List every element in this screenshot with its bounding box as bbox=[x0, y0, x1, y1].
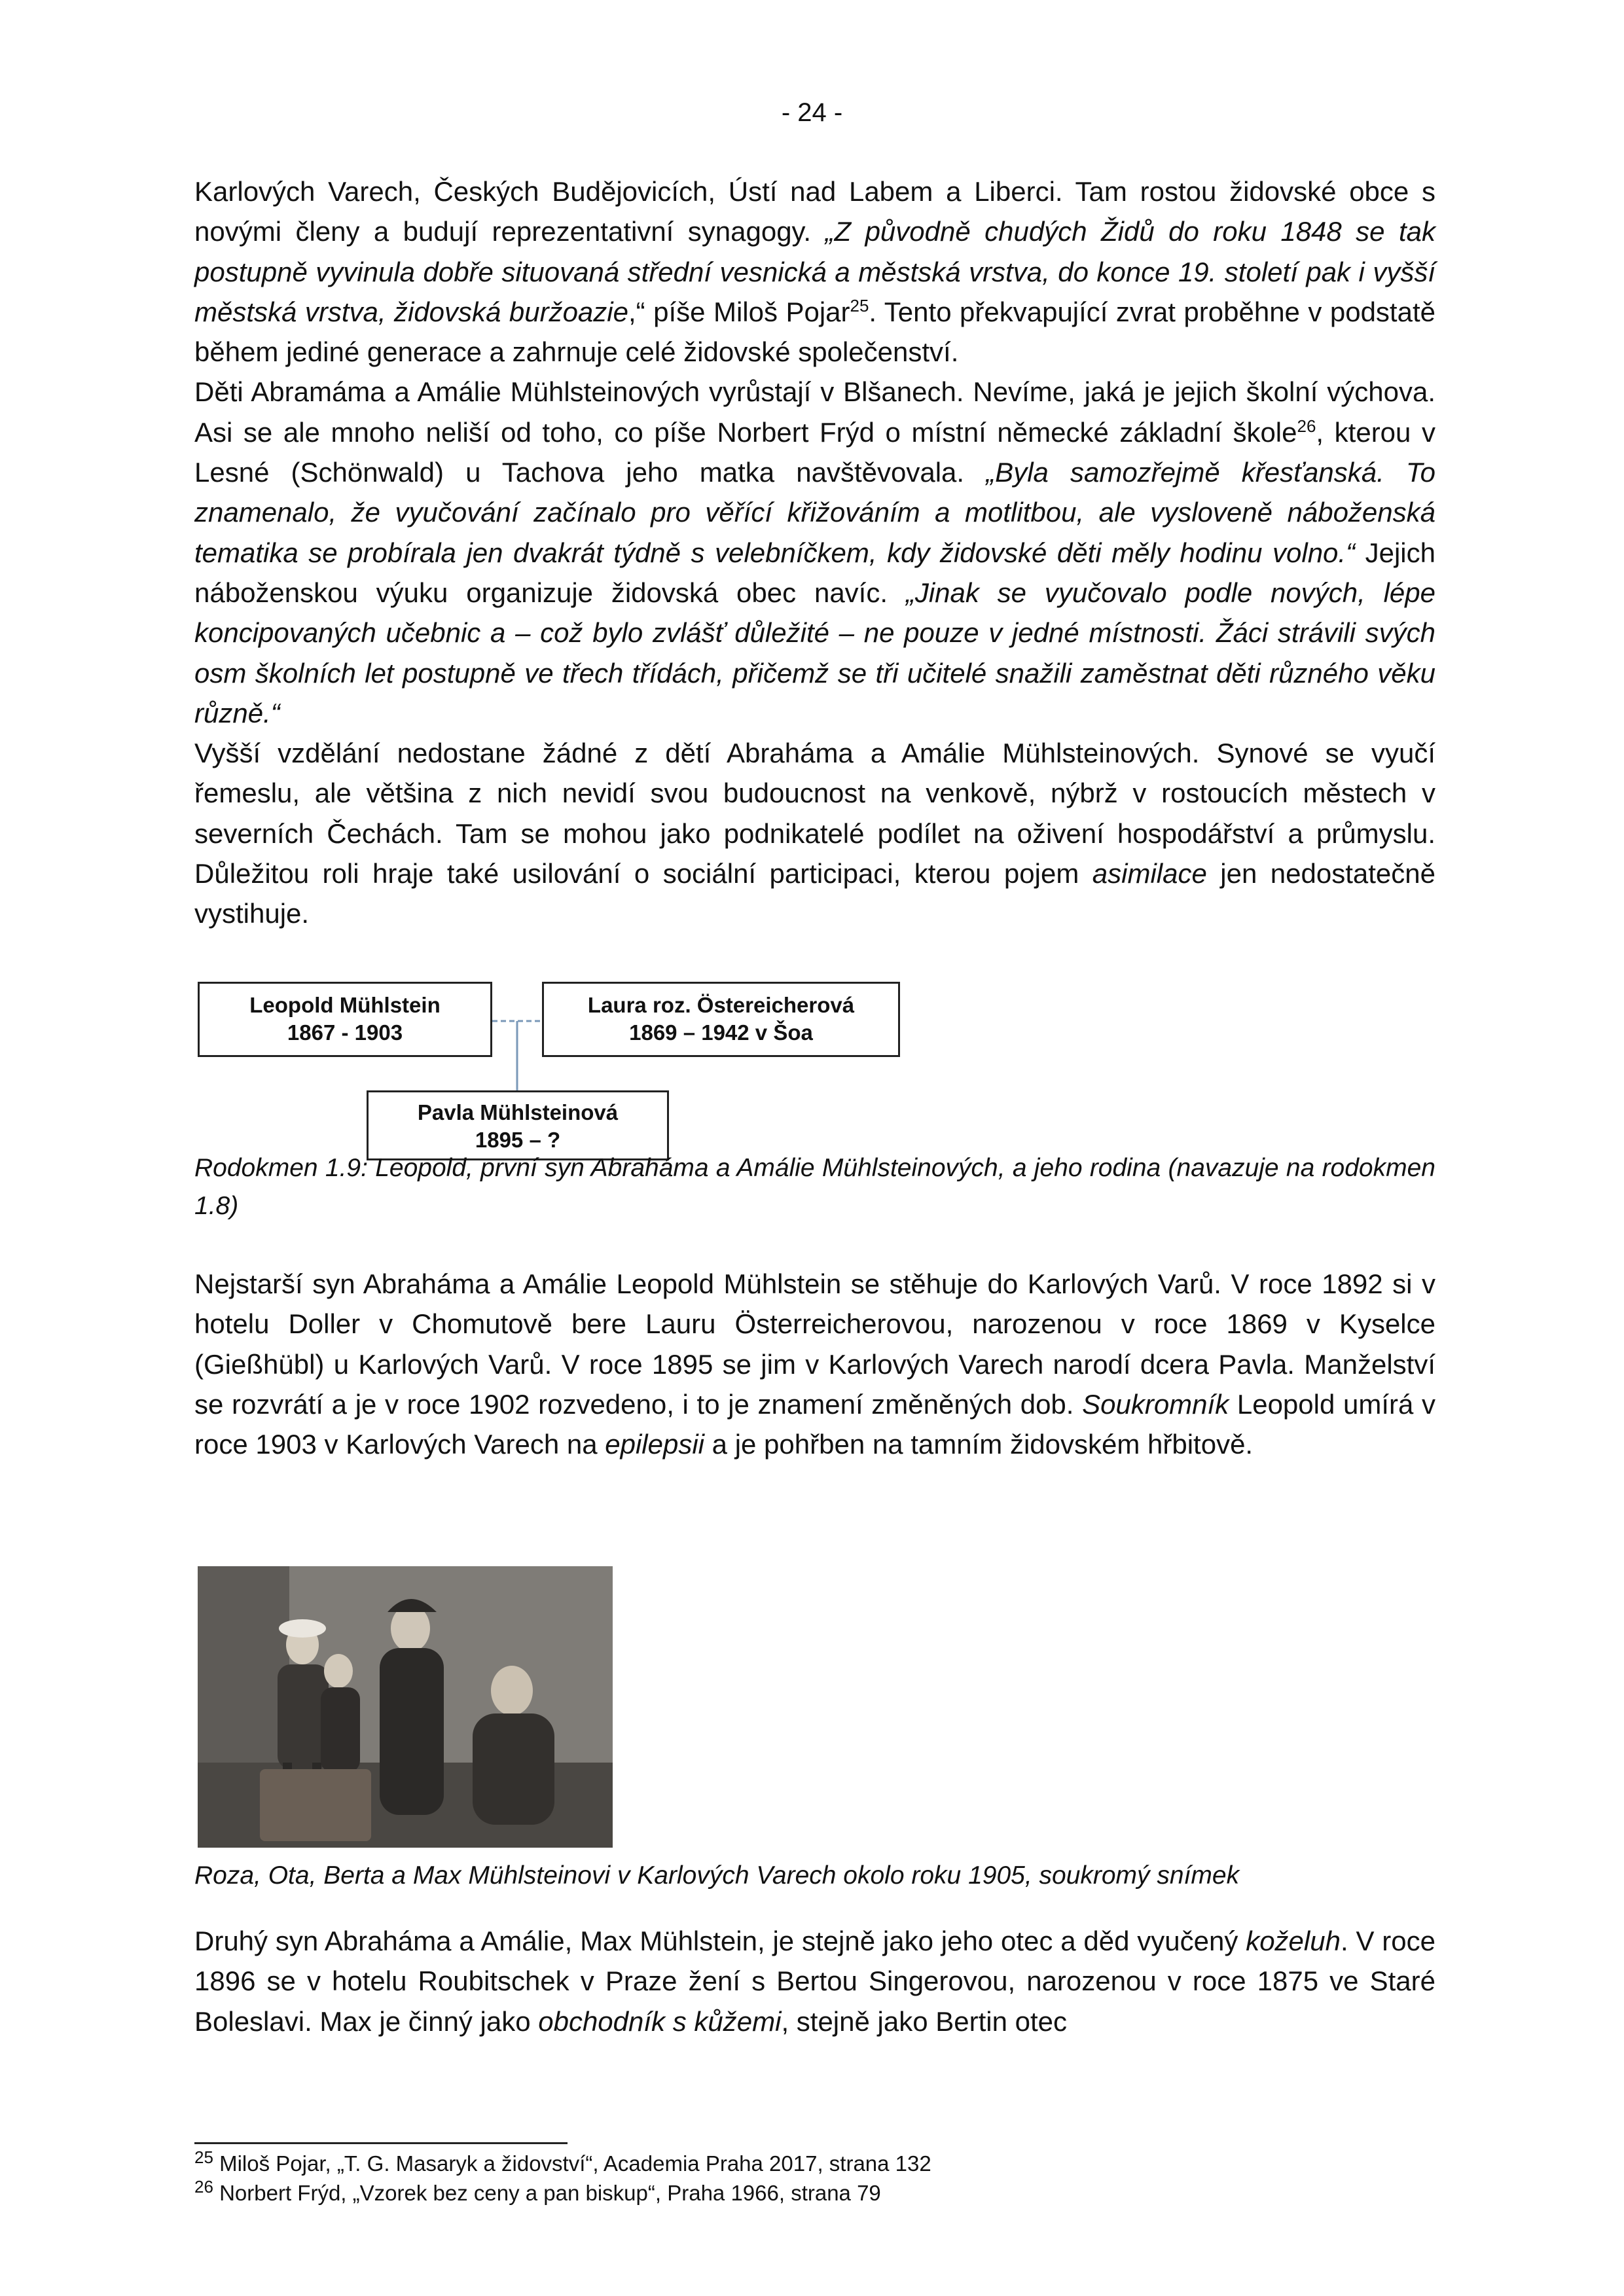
footnote-separator bbox=[194, 2142, 568, 2144]
p4-text-3: a je pohřben na tamním židovském hřbitově. bbox=[704, 1429, 1254, 1460]
footnote-26 bbox=[194, 2179, 881, 2208]
footnote-number: 25 bbox=[194, 2147, 213, 2167]
p3-text-2: jen nedostatečně vystihuje. bbox=[194, 858, 1435, 929]
p4-text-2: Leopold umírá v roce 1903 v Karlových Varech na bbox=[194, 1388, 1435, 1460]
family-photo bbox=[198, 1566, 613, 1848]
mother-name: Laura roz. Östereicherová bbox=[587, 993, 855, 1017]
p5-italic-1: koželuh bbox=[1246, 1926, 1341, 1956]
footnote-ref-26[interactable]: 26 bbox=[1297, 416, 1316, 436]
footnote-text: Norbert Frýd, „Vzorek bez ceny a pan biskup“, Praha 1966, strana 79 bbox=[213, 2181, 881, 2205]
page-number: - 24 - bbox=[781, 98, 843, 127]
p1-text: Karlových Varech, Českých Budějovicích, Ústí nad Labem a Liberci. Tam rostou židovské obce s novými členy a budují reprezentativní synagogy. bbox=[194, 176, 1435, 247]
p2-text-3: Jejich náboženskou výuku organizuje židovská obec navíc. bbox=[194, 537, 1435, 608]
footnote-ref-25[interactable]: 25 bbox=[850, 295, 869, 315]
body-paragraph-4 bbox=[194, 1264, 1435, 1464]
p2-text: Děti Abramáma a Amálie Mühlsteinových vyrůstají v Blšanech. Nevíme, jaká je jejich školní výchova. Asi se ale mnoho neliší od toho, co píše Norbert Frýd o místní německé základní škole bbox=[194, 376, 1435, 448]
tree-caption: Rodokmen 1.9: Leopold, první syn Abraháma a Amálie Mühlsteinových, a jeho rodina (navazuje na rodokmen 1.8) bbox=[194, 1154, 1435, 1220]
p4-italic-2: epilepsii bbox=[605, 1429, 704, 1460]
p1-text-3: . Tento překvapující zvrat proběhne v podstatě během jediné generace a zahrnuje celé židovské společenství. bbox=[194, 296, 1435, 368]
p5-text-2: . V roce 1896 se v hotelu Roubitschek v Praze žení s Bertou Singerovou, narozenou v roce 1875 ve Staré Boleslavi. Max je činný jako bbox=[194, 1926, 1435, 2037]
child-name: Pavla Mühlsteinová bbox=[417, 1100, 619, 1124]
p4-text: Nejstarší syn Abraháma a Amálie Leopold Mühlstein se stěhuje do Karlových Varů. V roce 1892 si v hotelu Doller v Chomutově bere Lauru Österreicherovou, narozenou v roce 1869 v Kyselce (Gießhübl) u Karlových Varů. V roce 1895 se jim v Karlových Varech narodí dcera Pavla. Manželství se rozvrátí a je v roce 1902 rozvedeno, i to je znamení změněných dob. bbox=[194, 1268, 1435, 1420]
mother-dates: 1869 – 1942 v Šoa bbox=[629, 1020, 813, 1045]
p3-text: Vyšší vzdělání nedostane žádné z dětí Abraháma a Amálie Mühlsteinových. Synové se vyučí řemeslu, ale většina z nich nevidí svou budoucnost na venkově, nýbrž v rostoucích městech v severních Čechách. Tam se mohou jako podnikatelé podílet na oživení hospodářství a průmyslu. Důležitou roli hraje také usilování o sociální participaci, kterou pojem bbox=[194, 738, 1435, 889]
tree-box-father bbox=[198, 982, 492, 1057]
body-paragraph-5 bbox=[194, 1921, 1435, 2041]
p2-quote-2: „Jinak se vyučovalo podle nových, lépe koncipovaných učebnic a – což bylo zvlášť důležité – ne pouze v jedné místnosti. Žáci strávili svých osm školních let postupně ve třech třídách, přičemž se tři učitelé snažili zaměstnat děti různého věku různě.“ bbox=[194, 577, 1435, 728]
father-dates: 1867 - 1903 bbox=[287, 1020, 403, 1045]
p1-text-2: ,“ píše Miloš Pojar bbox=[628, 296, 850, 327]
footnote-text: Miloš Pojar, „T. G. Masaryk a židovství“, Academia Praha 2017, strana 132 bbox=[213, 2151, 931, 2176]
p5-text: Druhý syn Abraháma a Amálie, Max Mühlstein, je stejně jako jeho otec a děd vyučený bbox=[194, 1926, 1246, 1956]
p5-italic-2: obchodník s kůžemi bbox=[538, 2005, 782, 2037]
footnote-25 bbox=[194, 2149, 931, 2178]
photo-caption: Roza, Ota, Berta a Max Mühlsteinovi v Karlových Varech okolo roku 1905, soukromý snímek bbox=[194, 1861, 1240, 1890]
p2-quote-1: „Byla samozřejmě křesťanská. To znamenalo, že vyučování začínalo pro věřící křižováním a motlitbou, ale vysloveně náboženská tematika se probírala jen dvakrát týdně s velebníčkem, kdy židovské děti měly hodinu volno.“ bbox=[194, 457, 1436, 568]
child-dates: 1895 – ? bbox=[475, 1128, 561, 1152]
father-name: Leopold Mühlstein bbox=[249, 993, 441, 1017]
p2-text-2: , kterou v Lesné (Schönwald) u Tachova jeho matka navštěvovala. bbox=[194, 416, 1435, 488]
family-photo-figures bbox=[198, 1566, 613, 1848]
tree-box-mother bbox=[542, 982, 900, 1057]
footnote-number: 26 bbox=[194, 2177, 213, 2197]
p4-italic-1: Soukromník bbox=[1082, 1388, 1229, 1420]
p1-quote: „Z původně chudých Židů do roku 1848 se tak postupně vyvinula dobře situovaná střední vesnická a městská vrstva, do konce 19. století pak i vyšší městská vrstva, židovská buržoazie bbox=[194, 216, 1435, 327]
p5-text-3: , stejně jako Bertin otec bbox=[781, 2005, 1068, 2037]
p3-italic: asimilace bbox=[1092, 858, 1207, 889]
